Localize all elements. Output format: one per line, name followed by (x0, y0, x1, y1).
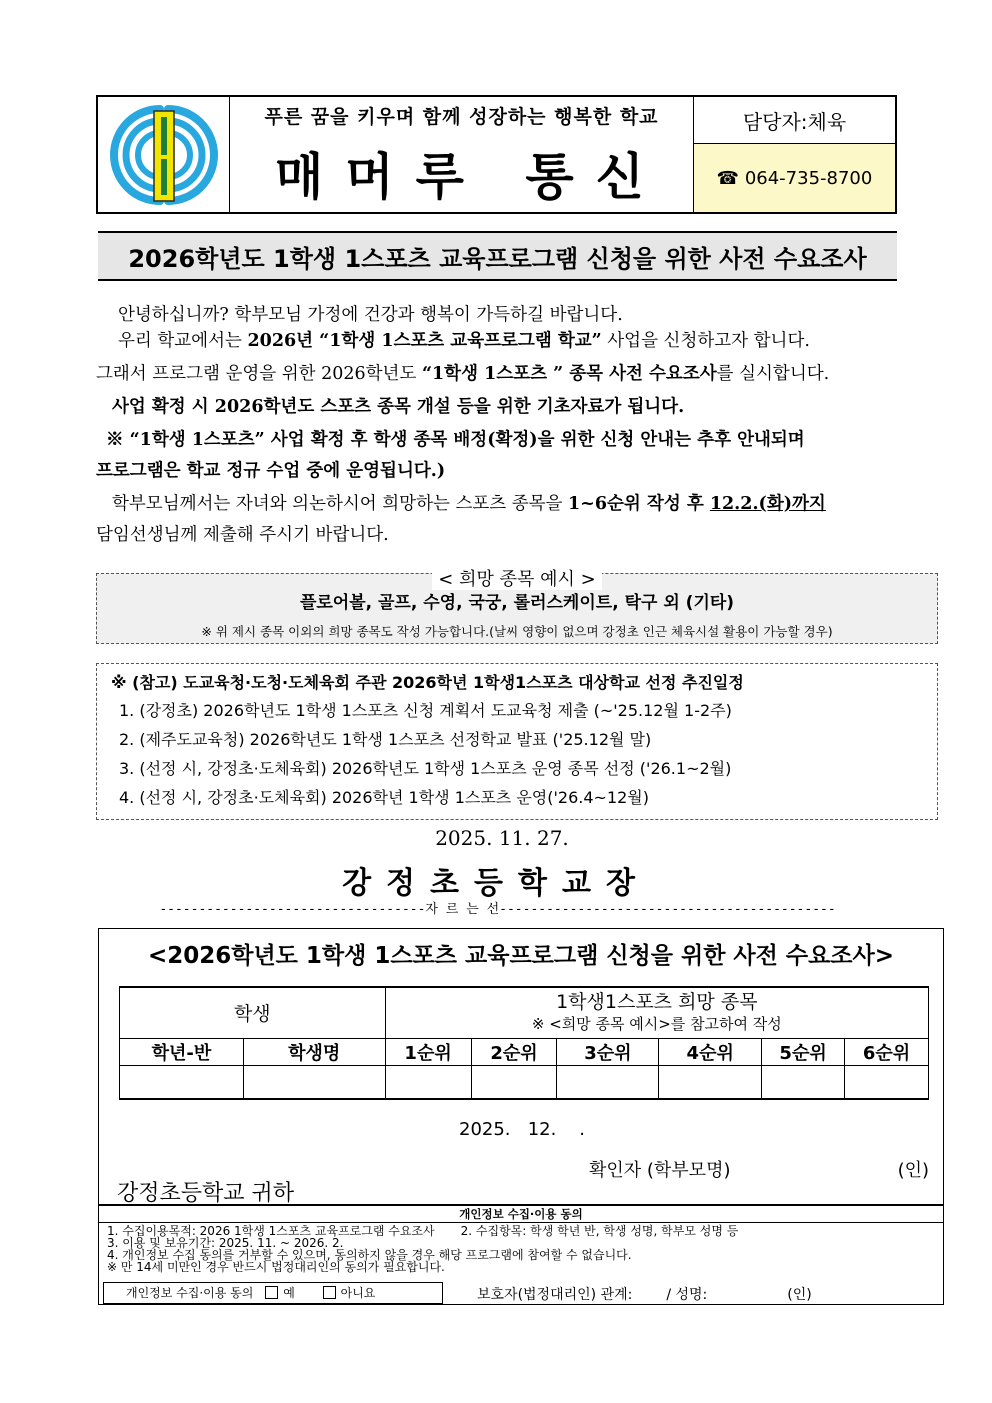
form-date: 2025. 12. . (459, 1119, 585, 1140)
rank-2-cell[interactable] (471, 1065, 557, 1099)
example-label: < 희망 종목 예시 > (432, 569, 601, 590)
rank-5-cell[interactable] (762, 1065, 845, 1099)
example-box (96, 569, 938, 644)
confirmer-label: 확인자 (학부모명) (589, 1160, 731, 1181)
logo-cell (98, 97, 230, 212)
rank-6-cell[interactable] (845, 1065, 929, 1099)
guardian-line (477, 1284, 812, 1304)
rank-header: 5순위 (762, 1038, 845, 1065)
privacy-title: 개인정보 수집·이용 동의 (99, 1206, 943, 1223)
rank-header: 6순위 (845, 1038, 929, 1065)
greeting-paragraph: 안녕하십니까? 학부모님 가정에 건강과 행복이 가득하길 바랍니다. (118, 305, 623, 325)
sports-header (385, 987, 928, 1038)
contact-cell (694, 97, 895, 212)
school-slogan: 푸른 꿈을 키우며 함께 성장하는 행복한 학교 (264, 106, 659, 128)
agree-no-label: 아니요 (340, 1286, 376, 1300)
survey-text-a: 그래서 프로그램 운영을 위한 2026학년도 (96, 364, 422, 384)
guardian-seal-label: (인) (787, 1287, 812, 1303)
agree-label: 개인정보 수집·이용 동의 (126, 1286, 254, 1300)
note-line-2: 프로그램은 학교 정규 수업 중에 운영됩니다.) (96, 461, 446, 481)
intro-text-a: 우리 학교에서는 (118, 331, 248, 351)
survey-paragraph (96, 359, 898, 389)
rank-header: 1순위 (385, 1038, 471, 1065)
agree-yes-label: 예 (283, 1286, 295, 1300)
rank-header: 2순위 (471, 1038, 557, 1065)
rank-3-cell[interactable] (557, 1065, 659, 1099)
request-rank-text: 1~6순위 작성 후 (568, 494, 710, 514)
schedule-item: 2. (제주도교육청) 2026학년도 1학생 1스포츠 선정학교 발표 ('25.12월 말) (119, 730, 652, 749)
student-name-cell[interactable] (243, 1065, 385, 1099)
survey-text-c: 를 실시합니다. (716, 364, 830, 384)
sports-header-title: 1학생1스포츠 희망 종목 (556, 990, 758, 1013)
schedule-item: 3. (선정 시, 강정초·도체육회) 2026학년도 1학생 1스포츠 운영 종목 선정 ('26.1~2월) (119, 759, 732, 778)
newsletter-title: 매머루 통신 (275, 148, 666, 206)
seal-label: (인) (897, 1160, 929, 1181)
request-paragraph (96, 489, 898, 519)
school-emblem-icon (108, 103, 220, 207)
guardian-name-label: / 성명: (666, 1287, 708, 1303)
privacy-items: 2. 수집항목: 학생 학년 반, 학생 성명, 학부모 성명 등 (460, 1224, 739, 1238)
manager-label: 담당자:체육 (694, 97, 895, 144)
grade-class-cell[interactable] (120, 1065, 244, 1099)
agree-box (103, 1282, 443, 1304)
schedule-item: 1. (강정초) 2026학년도 1학생 1스포츠 신청 계획서 도교육청 제출 (~'25.12월 1-2주) (119, 701, 732, 720)
survey-form (98, 928, 944, 1305)
student-name-header: 학생명 (243, 1038, 385, 1065)
issue-date: 2025. 11. 27. (435, 826, 569, 850)
example-items: 플로어볼, 골프, 수영, 국궁, 롤러스케이트, 탁구 외 (기타) (299, 593, 735, 613)
intro-paragraph (96, 326, 898, 356)
student-header: 학생 (120, 987, 386, 1038)
deadline-text: 12.2.(화)까지 (709, 494, 826, 514)
schedule-item: 4. (선정 시, 강정초·도체육회) 2026학년 1학생 1스포츠 운영('26.4~12월) (119, 788, 649, 807)
example-note: ※ 위 제시 종목 이외의 희망 종목도 작성 가능합니다.(날씨 영향이 없으며 강정초 인근 체육시설 활용이 가능할 경우) (201, 624, 833, 639)
privacy-purpose: 1. 수집이용목적: 2026 1학생 1스포츠 교육프로그램 수요조사 (107, 1224, 435, 1238)
agree-no-checkbox[interactable] (323, 1286, 336, 1299)
privacy-refusal: 4. 개인정보 수집 동의를 거부할 수 있으며, 동의하지 않을 경우 해당 프로그램에 참여할 수 없습니다. (107, 1248, 632, 1262)
privacy-consent (99, 1204, 943, 1305)
survey-table (119, 986, 929, 1100)
program-name: 2026년 “1학생 1스포츠 교육프로그램 학교” (247, 331, 602, 351)
rank-1-cell[interactable] (385, 1065, 471, 1099)
rank-header: 4순위 (659, 1038, 762, 1065)
grade-class-header: 학년-반 (120, 1038, 244, 1065)
guardian-relation-label: 보호자(법정대리인) 관계: (477, 1287, 633, 1303)
rank-header: 3순위 (557, 1038, 659, 1065)
survey-name: “1학생 1스포츠 ” 종목 사전 수요조사 (421, 364, 717, 384)
privacy-period: 3. 이용 및 보유기간: 2025. 11. ~ 2026. 2. (107, 1236, 344, 1250)
sports-header-note: ※ <희망 종목 예시>를 참고하여 작성 (531, 1014, 782, 1033)
privacy-minor-note: ※ 만 14세 미만인 경우 반드시 법정대리인의 동의가 필요합니다. (107, 1260, 445, 1274)
note-line-1: ※ “1학생 1스포츠” 사업 확정 후 학생 종목 배정(확정)을 위한 신청 안내는 추후 안내되며 (106, 430, 805, 450)
notice-title: 2026학년도 1학생 1스포츠 교육프로그램 신청을 위한 사전 수요조사 (98, 231, 897, 281)
principal-signature: 강정초등학교장 (342, 866, 650, 901)
addressee: 강정초등학교 귀하 (117, 1181, 295, 1206)
schedule-title: ※ (참고) 도교육청·도청·도체육회 주관 2026학년 1학생1스포츠 대상학교 선정 추진일정 (111, 673, 744, 692)
request-text-a: 학부모님께서는 자녀와 의논하시어 희망하는 스포츠 종목을 (112, 494, 568, 514)
newsletter-header (96, 95, 897, 214)
cut-line: ----------------------------------자 르 는 선------------------------------------------- (159, 902, 836, 917)
request-line-2: 담임선생님께 제출해 주시기 바랍니다. (96, 525, 389, 545)
phone-number: ☎ 064-735-8700 (694, 144, 895, 212)
basis-paragraph: 사업 확정 시 2026학년도 스포츠 종목 개설 등을 위한 기초자료가 됩니다. (112, 397, 685, 417)
form-title: <2026학년도 1학생 1스포츠 교육프로그램 신청을 위한 사전 수요조사> (147, 943, 895, 969)
rank-4-cell[interactable] (659, 1065, 762, 1099)
schedule-box (96, 663, 938, 820)
intro-text-c: 사업을 신청하고자 합니다. (601, 331, 810, 351)
title-cell (230, 97, 694, 212)
agree-yes-checkbox[interactable] (265, 1286, 278, 1299)
